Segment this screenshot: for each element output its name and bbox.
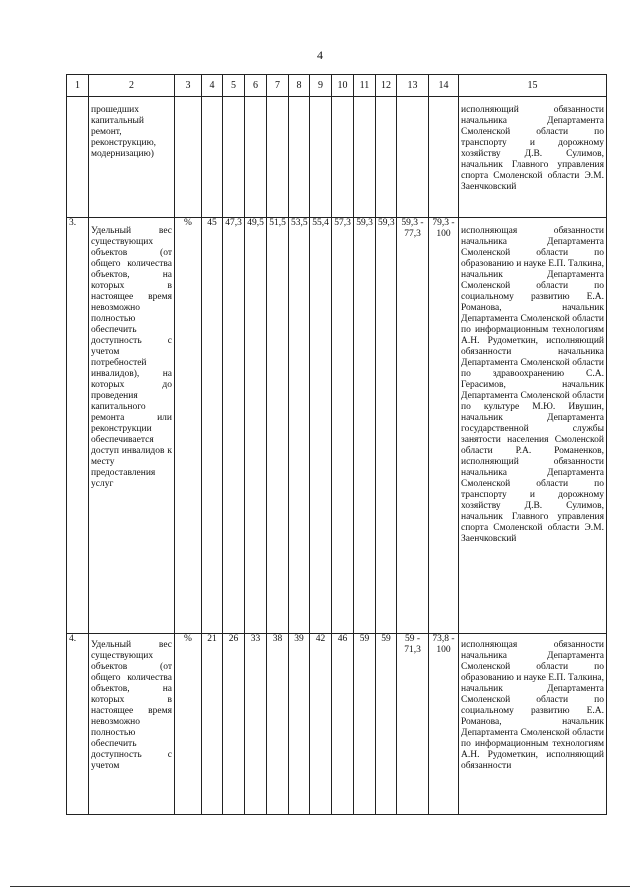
value-cell: 59: [354, 634, 376, 815]
header-cell: 2: [89, 75, 175, 97]
value-cell: 42: [310, 634, 332, 815]
header-cell: 5: [223, 75, 245, 97]
header-cell: 3: [175, 75, 202, 97]
value-cell: 59,3: [376, 218, 397, 634]
value-cell: 21: [202, 634, 223, 815]
row-number: [67, 97, 89, 218]
header-cell: 11: [354, 75, 376, 97]
indicator-text: прошедших капитальный ремонт, реконструкцию, модернизацию): [89, 97, 175, 218]
header-cell: 9: [310, 75, 332, 97]
value-cell: 59 - 71,3: [397, 634, 429, 815]
page-bottom-rule: [10, 886, 630, 887]
value-cell: [332, 97, 354, 218]
unit-cell: %: [175, 634, 202, 815]
value-cell: [354, 97, 376, 218]
indicator-text: Удельный вес существующих объектов (от общего количества объектов, на которых в настоящее время невозможно полностью обеспечить доступность с учетом потребностей инвалидов), на которых до проведения капитального ремонта или реконструкции обеспечивается доступ инвалидов к месту предоставления услуг: [89, 218, 175, 634]
value-cell: 47,3: [223, 218, 245, 634]
value-cell: 45: [202, 218, 223, 634]
value-cell: 46: [332, 634, 354, 815]
value-cell: [397, 97, 429, 218]
value-cell: 39: [289, 634, 310, 815]
header-cell: 15: [459, 75, 607, 97]
responsible-text: исполняющий обязанности начальника Департамента Смоленской области по транспорту и дорожному хозяйству Д.В. Сулимов, начальник Главного управления спорта Смоленской области Э.М. Заенчковский: [459, 97, 607, 218]
value-cell: 51,5: [267, 218, 289, 634]
header-cell: 7: [267, 75, 289, 97]
value-cell: 57,3: [332, 218, 354, 634]
header-cell: 1: [67, 75, 89, 97]
table-row: [67, 97, 607, 218]
header-cell: 13: [397, 75, 429, 97]
table-row: [67, 634, 607, 815]
value-cell: 59,3: [354, 218, 376, 634]
header-cell: 10: [332, 75, 354, 97]
value-cell: 26: [223, 634, 245, 815]
value-cell: 49,5: [245, 218, 267, 634]
table-header-row: [67, 75, 607, 97]
value-cell: [245, 97, 267, 218]
header-cell: 8: [289, 75, 310, 97]
value-cell: [267, 97, 289, 218]
header-cell: 4: [202, 75, 223, 97]
unit-cell: %: [175, 218, 202, 634]
value-cell: [310, 97, 332, 218]
indicator-text: Удельный вес существующих объектов (от общего количества объектов, на которых в настоящее время невозможно полностью обеспечить доступность с учетом: [89, 634, 175, 815]
unit-cell: [175, 97, 202, 218]
value-cell: 33: [245, 634, 267, 815]
row-number: 3.: [67, 218, 89, 634]
value-cell: [376, 97, 397, 218]
responsible-text: исполняющая обязанности начальника Департамента Смоленской области по образованию и науке Е.П. Талкина, начальник Департамента Смоленской области по социальному развитию Е.А. Романова, начальник Департамента Смоленской области по информационным технологиям А.Н. Рудометкин, исполняющий обязанности: [459, 634, 607, 815]
value-cell: 55,4: [310, 218, 332, 634]
indicators-table: [66, 74, 607, 815]
table-row: [67, 218, 607, 634]
header-cell: 12: [376, 75, 397, 97]
value-cell: 53,5: [289, 218, 310, 634]
value-cell: 38: [267, 634, 289, 815]
value-cell: 59: [376, 634, 397, 815]
value-cell: 73,8 - 100: [429, 634, 459, 815]
row-number: 4.: [67, 634, 89, 815]
header-cell: 6: [245, 75, 267, 97]
value-cell: [429, 97, 459, 218]
page-number: 4: [317, 48, 323, 62]
value-cell: 79,3 - 100: [429, 218, 459, 634]
value-cell: [289, 97, 310, 218]
responsible-text: исполняющая обязанности начальника Департамента Смоленской области по образованию и науке Е.П. Талкина, начальник Департамента Смоленской области по социальному развитию Е.А. Романова, начальник Департамента Смоленской области по информационным технологиям А.Н. Рудометкин, исполняющий обязанности начальника Департамента Смоленской области по здравоохранению С.А. Герасимов, начальник Департамента Смоленской области по культуре М.Ю. Ивушин, начальник Департамента государственной службы занятости населения Смоленской области Р.А. Романенков, исполняющий обязанности начальника Департамента Смоленской области по транспорту и дорожному хозяйству Д.В. Сулимов, начальник Главного управления спорта Смоленской области Э.М. Заенчковский: [459, 218, 607, 634]
value-cell: 59,3 - 77,3: [397, 218, 429, 634]
value-cell: [202, 97, 223, 218]
header-cell: 14: [429, 75, 459, 97]
value-cell: [223, 97, 245, 218]
